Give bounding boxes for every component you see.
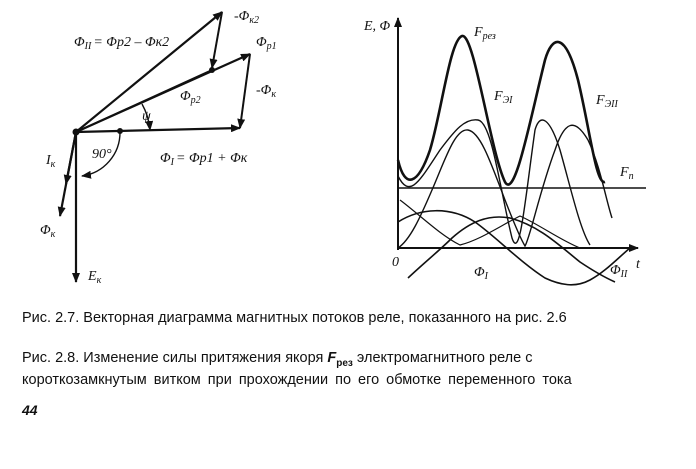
label-e-k: $E_к$ — [88, 269, 102, 286]
caption-f-rez: $F_{рез}$ — [327, 350, 353, 369]
label-psi: ψ — [142, 109, 151, 124]
point-dot-1 — [118, 129, 123, 134]
label-i-k: $I_к$ — [46, 153, 56, 170]
caption-fig-2-8-line1 — [22, 350, 532, 369]
label-phi-k2: $-\Phi_{к2}$ — [234, 9, 260, 26]
vector-phi-i — [76, 128, 240, 132]
curve-f-e2 — [398, 125, 612, 248]
label-f-rez: $F_{рез}$ — [474, 25, 496, 42]
waveform-plot — [398, 18, 646, 285]
label-f-3ii: $F_{ЭII}$ — [596, 93, 618, 110]
label-f-p: $F_п$ — [620, 165, 634, 182]
caption-fig-2-8-text-a: Рис. 2.8. Изменение силы притяжения якоря — [22, 350, 328, 366]
curve-f-e1 — [398, 120, 590, 245]
curve-f-rez — [398, 36, 605, 185]
label-angle-90: 90° — [92, 147, 112, 162]
caption-fig-2-8-line2: короткозамкнутым витком при прохождении по его обмотке переменного тока — [22, 372, 572, 388]
vector-minus-phi-k — [240, 54, 250, 128]
caption-fig-2-7: Рис. 2.7. Векторная диаграмма магнитных потоков реле, показанного на рис. 2.6 — [22, 310, 567, 326]
curve-phi-ii — [408, 217, 615, 282]
caption-fig-2-8-text-b: электромагнитного реле с — [352, 350, 533, 366]
label-y-axis: E, Φ — [364, 19, 391, 34]
vector-phi-k — [60, 132, 76, 216]
label-x-axis: t — [636, 257, 640, 272]
page-number: 44 — [22, 402, 38, 418]
label-phi-p2: $\Phi_{р2}$ — [180, 89, 201, 106]
label-origin: 0 — [392, 255, 399, 270]
label-phi-i: $\Phi_I$ — [474, 265, 489, 282]
vector-diagram — [60, 12, 250, 282]
origin-dot — [73, 129, 79, 135]
label-phi-k: $\Phi_к$ — [40, 223, 56, 240]
label-phi-ii: $\Phi_{II}$ — [610, 263, 628, 280]
label-phi-ii-eq: $\Phi_{II} = \Phi р2 - \Phi к2$ — [74, 35, 170, 52]
label-phi-p1: $\Phi_{р1}$ — [256, 35, 277, 52]
label-minus-phi-k: $-\Phi_к$ — [256, 83, 277, 100]
label-f-3i: $F_{ЭI}$ — [494, 89, 513, 106]
label-phi-i-eq: $\Phi_I = \Phi р1 + \Phi к$ — [160, 151, 248, 168]
point-dot-2 — [210, 68, 215, 73]
